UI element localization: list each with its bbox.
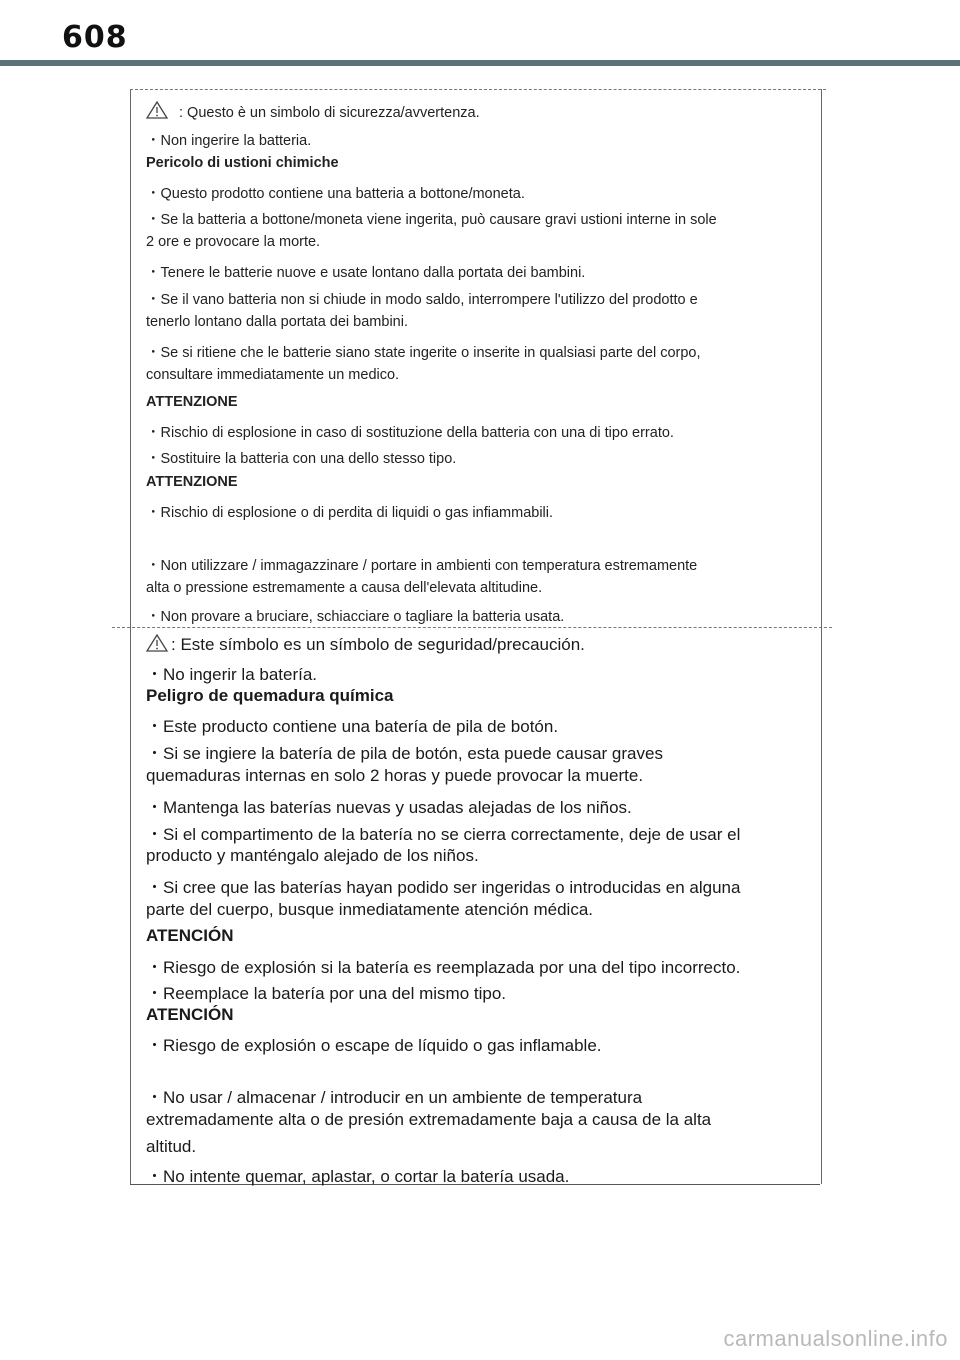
es-line-12: ・No usar / almacenar / introducir en un ambiente de temperatura (146, 1088, 643, 1107)
es-line-2: ・Si se ingiere la batería de pila de botón, esta puede causar graves (146, 744, 663, 763)
es-line-5: ・Si el compartimento de la batería no se cierra correctamente, deje de usar el (146, 825, 741, 844)
page-number: 608 (62, 20, 128, 55)
it-line-6: tenerlo lontano dalla portata dei bambini. (146, 314, 408, 330)
it-warning-symbol-line (146, 101, 480, 123)
top-dashed-rule (130, 89, 826, 90)
it-line-10: ・Sostituire la batteria con una dello stesso tipo. (146, 451, 457, 467)
it-attention-heading-2: ATTENZIONE (146, 474, 238, 490)
it-line-1: ・Questo prodotto contiene una batteria a bottone/moneta. (146, 186, 525, 202)
it-line-14: ・Non provare a bruciare, schiacciare o tagliare la batteria usata. (146, 609, 565, 625)
es-line-1: ・Este producto contiene una batería de pila de botón. (146, 717, 559, 736)
es-line-10: ・Reemplace la batería por una del mismo tipo. (146, 984, 507, 1003)
it-attention-heading-1: ATTENZIONE (146, 394, 238, 410)
header-rule (0, 60, 960, 66)
it-line-4: ・Tenere le batterie nuove e usate lontano dalla portata dei bambini. (146, 265, 586, 281)
es-line-14: altitud. (146, 1137, 197, 1156)
es-line-11: ・Riesgo de explosión o escape de líquido o gas inflamable. (146, 1036, 602, 1055)
es-attention-heading-1: ATENCIÓN (146, 926, 234, 945)
es-line-8: parte del cuerpo, busque inmediatamente atención médica. (146, 900, 594, 919)
es-line-15: ・No intente quemar, aplastar, o cortar la batería usada. (146, 1167, 570, 1186)
it-line-12: ・Non utilizzare / immagazzinare / portare in ambienti con temperatura estremamente (146, 558, 698, 574)
es-line-7: ・Si cree que las baterías hayan podido ser ingeridas o introducidas en alguna (146, 878, 741, 897)
es-attention-heading-2: ATENCIÓN (146, 1005, 234, 1024)
it-chemical-burn-heading: Pericolo di ustioni chimiche (146, 155, 339, 171)
it-line-9: ・Rischio di esplosione in caso di sostituzione della batteria con una di tipo errato. (146, 425, 674, 441)
warning-triangle-icon (146, 101, 168, 123)
es-line-6: producto y manténgalo alejado de los niños. (146, 846, 479, 865)
es-warning-symbol-line (146, 634, 585, 657)
es-line-4: ・Mantenga las baterías nuevas y usadas alejadas de los niños. (146, 798, 632, 817)
it-line-3: 2 ore e provocare la morte. (146, 234, 321, 250)
it-warning-symbol-text: : Questo è un simbolo di sicurezza/avvertenza. (179, 105, 480, 121)
page-header (0, 0, 960, 68)
es-no-ingest: ・No ingerir la batería. (146, 665, 318, 684)
es-chemical-burn-heading: Peligro de quemadura química (146, 686, 394, 705)
it-line-8: consultare immediatamente un medico. (146, 367, 400, 383)
it-line-2: ・Se la batteria a bottone/moneta viene ingerita, può causare gravi ustioni interne in sole (146, 212, 717, 228)
es-line-3: quemaduras internas en solo 2 horas y puede provocar la muerte. (146, 766, 644, 785)
it-line-11: ・Rischio di esplosione o di perdita di liquidi o gas infiammabili. (146, 505, 554, 521)
warning-triangle-icon (146, 634, 168, 657)
es-warning-symbol-text: : Este símbolo es un símbolo de seguridad/precaución. (171, 635, 585, 654)
section-divider-dashed-rule (112, 627, 832, 628)
es-line-9: ・Riesgo de explosión si la batería es reemplazada por una del tipo incorrecto. (146, 958, 741, 977)
it-line-7: ・Se si ritiene che le batterie siano state ingerite o inserite in qualsiasi parte del corpo, (146, 345, 701, 361)
it-no-ingest: ・Non ingerire la batteria. (146, 133, 312, 149)
es-line-13: extremadamente alta o de presión extremadamente baja a causa de la alta (146, 1110, 712, 1129)
watermark: carmanualsonline.info (723, 1326, 948, 1351)
it-line-5: ・Se il vano batteria non si chiude in modo saldo, interrompere l'utilizzo del prodotto e (146, 292, 698, 308)
it-line-13: alta o pressione estremamente a causa dell'elevata altitudine. (146, 580, 543, 596)
